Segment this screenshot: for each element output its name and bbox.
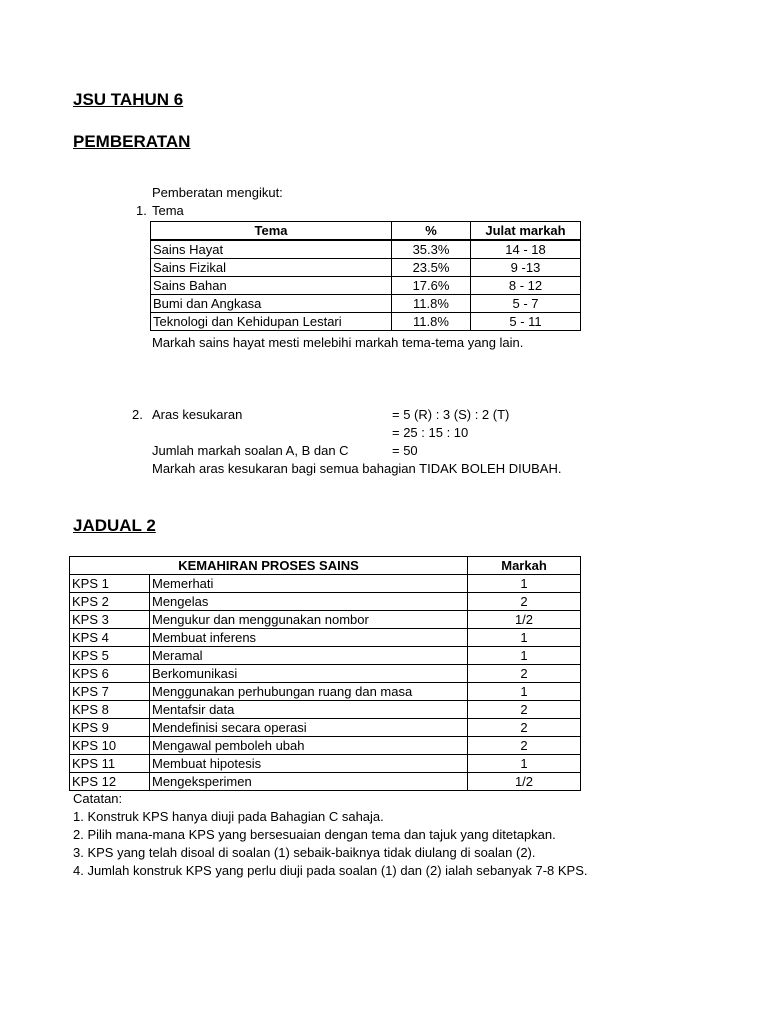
notes-heading: Catatan: (73, 791, 123, 806)
kps-mark-cell: 1 (468, 755, 581, 773)
kps-skill-cell: Mengeksperimen (150, 773, 468, 791)
table-row (70, 647, 581, 665)
total-label: Jumlah markah soalan A, B dan C (152, 443, 349, 458)
kps-skill-cell: Memerhati (150, 575, 468, 593)
kps-code-cell: KPS 6 (70, 665, 150, 683)
tema-cell: Sains Fizikal (151, 259, 392, 277)
kps-code-cell: KPS 7 (70, 683, 150, 701)
table-row (70, 629, 581, 647)
item1-number: 1. (136, 203, 147, 218)
kps-code-cell: KPS 8 (70, 701, 150, 719)
range-cell: 14 - 18 (471, 240, 581, 259)
table-row (151, 277, 581, 295)
table-row (70, 593, 581, 611)
percent-cell: 17.6% (392, 277, 471, 295)
kps-code-cell: KPS 2 (70, 593, 150, 611)
item2-number: 2. (132, 407, 143, 422)
table-row (151, 240, 581, 259)
header-kemahiran: KEMAHIRAN PROSES SAINS (70, 557, 468, 575)
ratio-line-1: = 5 (R) : 3 (S) : 2 (T) (392, 407, 510, 422)
kps-code-cell: KPS 10 (70, 737, 150, 755)
tema-note: Markah sains hayat mesti melebihi markah tema-tema yang lain. (152, 335, 524, 350)
range-cell: 5 - 7 (471, 295, 581, 313)
kps-skill-cell: Mendefinisi secara operasi (150, 719, 468, 737)
table-row (70, 773, 581, 791)
kps-skill-cell: Mengawal pemboleh ubah (150, 737, 468, 755)
table-row (70, 665, 581, 683)
tema-cell: Sains Bahan (151, 277, 392, 295)
difficulty-note: Markah aras kesukaran bagi semua bahagian TIDAK BOLEH DIUBAH. (152, 461, 562, 476)
kps-skill-cell: Menggunakan perhubungan ruang dan masa (150, 683, 468, 701)
kps-skill-cell: Mengelas (150, 593, 468, 611)
table-row (70, 755, 581, 773)
range-cell: 5 - 11 (471, 313, 581, 331)
kps-mark-cell: 1 (468, 629, 581, 647)
table-row (70, 575, 581, 593)
intro-text: Pemberatan mengikut: (152, 185, 283, 200)
kps-code-cell: KPS 9 (70, 719, 150, 737)
range-cell: 9 -13 (471, 259, 581, 277)
kps-skill-cell: Mengukur dan menggunakan nombor (150, 611, 468, 629)
kps-mark-cell: 1 (468, 683, 581, 701)
kps-mark-cell: 2 (468, 737, 581, 755)
percent-cell: 11.8% (392, 295, 471, 313)
kps-skill-cell: Mentafsir data (150, 701, 468, 719)
table-row (70, 611, 581, 629)
ratio-line-2: = 25 : 15 : 10 (392, 425, 469, 440)
percent-cell: 11.8% (392, 313, 471, 331)
header-markah: Markah (468, 557, 581, 575)
note-item: 1. Konstruk KPS hanya diuji pada Bahagian C sahaja. (73, 809, 384, 824)
tema-table (150, 221, 581, 331)
kps-skill-cell: Membuat inferens (150, 629, 468, 647)
percent-cell: 35.3% (392, 240, 471, 259)
page-title: JSU TAHUN 6 (73, 90, 184, 109)
section-heading-jadual-2: JADUAL 2 (73, 516, 156, 535)
table-row (151, 313, 581, 331)
kps-code-cell: KPS 3 (70, 611, 150, 629)
note-item: 3. KPS yang telah disoal di soalan (1) sebaik-baiknya tidak diulang di soalan (2). (73, 845, 536, 860)
kps-mark-cell: 1/2 (468, 773, 581, 791)
tema-table-header (151, 222, 581, 241)
table-row (70, 737, 581, 755)
kps-mark-cell: 1 (468, 575, 581, 593)
percent-cell: 23.5% (392, 259, 471, 277)
table-row (70, 701, 581, 719)
header-julat-markah: Julat markah (471, 222, 581, 241)
kps-code-cell: KPS 11 (70, 755, 150, 773)
kps-mark-cell: 1/2 (468, 611, 581, 629)
tema-cell: Sains Hayat (151, 240, 392, 259)
item2-label: Aras kesukaran (152, 407, 243, 422)
kps-code-cell: KPS 5 (70, 647, 150, 665)
kps-mark-cell: 2 (468, 665, 581, 683)
kps-skill-cell: Meramal (150, 647, 468, 665)
section-heading-pemberatan: PEMBERATAN (73, 132, 191, 151)
kps-table-header (70, 557, 581, 575)
note-item: 2. Pilih mana-mana KPS yang bersesuaian dengan tema dan tajuk yang ditetapkan. (73, 827, 556, 842)
item1-label: Tema (152, 203, 184, 218)
table-row (151, 259, 581, 277)
kps-code-cell: KPS 1 (70, 575, 150, 593)
kps-skill-cell: Membuat hipotesis (150, 755, 468, 773)
kps-mark-cell: 2 (468, 593, 581, 611)
table-row (151, 295, 581, 313)
table-row (70, 683, 581, 701)
total-value: = 50 (392, 443, 418, 458)
kps-mark-cell: 1 (468, 647, 581, 665)
kps-mark-cell: 2 (468, 719, 581, 737)
kps-code-cell: KPS 4 (70, 629, 150, 647)
range-cell: 8 - 12 (471, 277, 581, 295)
tema-cell: Teknologi dan Kehidupan Lestari (151, 313, 392, 331)
kps-code-cell: KPS 12 (70, 773, 150, 791)
kps-table (69, 556, 581, 791)
tema-cell: Bumi dan Angkasa (151, 295, 392, 313)
table-row (70, 719, 581, 737)
header-percent: % (392, 222, 471, 241)
kps-skill-cell: Berkomunikasi (150, 665, 468, 683)
note-item: 4. Jumlah konstruk KPS yang perlu diuji pada soalan (1) dan (2) ialah sebanyak 7-8 KPS. (73, 863, 588, 878)
header-tema: Tema (151, 222, 392, 241)
kps-mark-cell: 2 (468, 701, 581, 719)
